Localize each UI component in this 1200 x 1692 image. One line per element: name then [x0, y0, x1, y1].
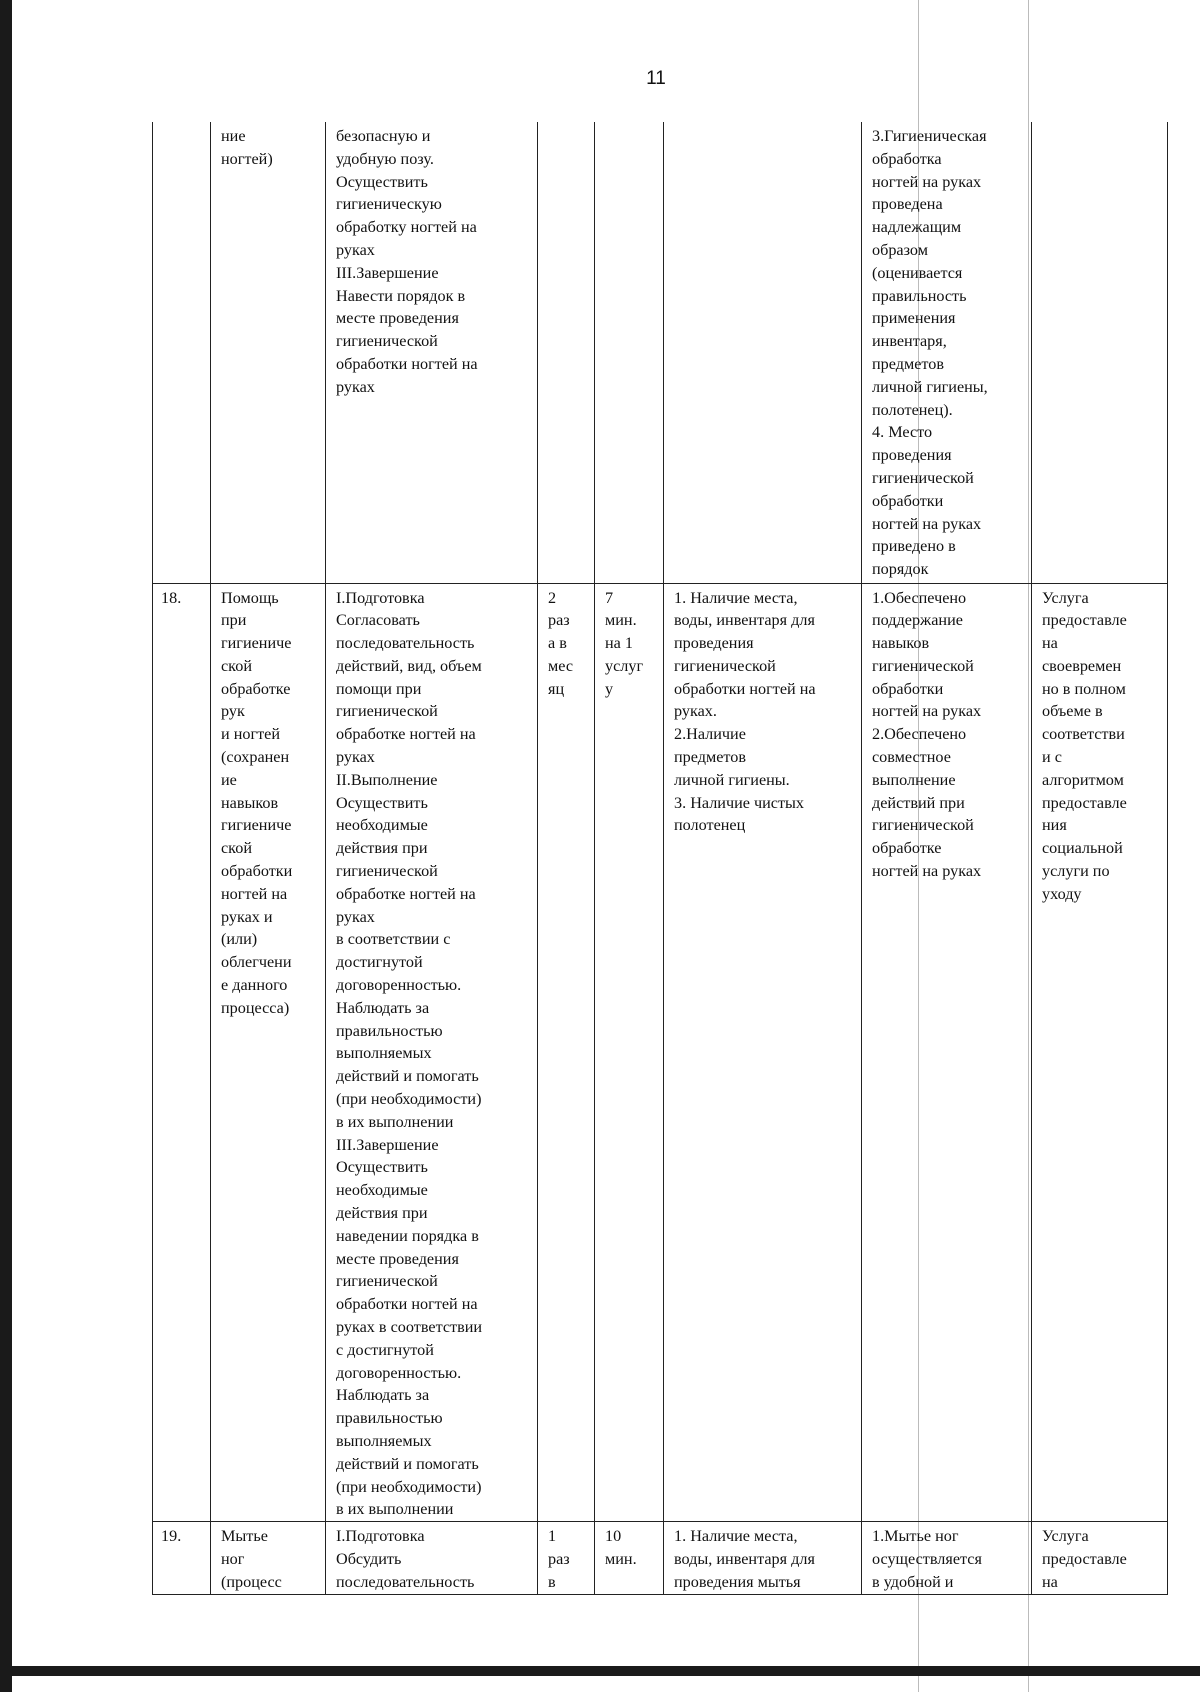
- indicators-cell: 1.Обеспечено поддержание навыков гигиенической обработки ногтей на руках 2.Обеспечено совместное выполнение действий при гигиенической обработке ногтей на руках: [862, 583, 1032, 1522]
- frequency-cell: 1 раз в: [538, 1522, 595, 1594]
- conditions-cell: 1. Наличие места, воды, инвентаря для проведения мытья: [664, 1522, 862, 1594]
- duration-cell: 7 мин. на 1 услуг у: [595, 583, 664, 1522]
- table-row: [153, 583, 1168, 1522]
- row-number-cell: [153, 122, 211, 583]
- duration-cell: [595, 122, 664, 583]
- evaluation-cell: Услуга предоставле на: [1032, 1522, 1168, 1594]
- procedure-cell: I.Подготовка Согласовать последовательность действий, вид, объем помощи при гигиенической обработке ногтей на руках II.Выполнение Осуществить необходимые действия при гигиенической обработке ногтей на руках в соответствии с достигнутой договоренностью. Наблюдать за правильностью выполняемых действий и помогать (при необходимости) в их выполнении III.Завершение Осуществить необходимые действия при наведении порядка в месте проведения гигиенической обработки ногтей на руках в соответствии с достигнутой договоренностью. Наблюдать за правильностью выполняемых действий и помогать (при необходимости) в их выполнении: [326, 583, 538, 1522]
- scan-edge-bottom: [0, 1666, 1200, 1676]
- procedure-cell: I.Подготовка Обсудить последовательность: [326, 1522, 538, 1594]
- frequency-cell: 2 раз а в мес яц: [538, 583, 595, 1522]
- services-table: [152, 122, 1168, 1595]
- indicators-cell: 1.Мытье ног осуществляется в удобной и: [862, 1522, 1032, 1594]
- service-name-cell: Помощь при гигиениче ской обработке рук и ногтей (сохранен ие навыков гигиениче ской обработки ногтей на руках и (или) облегчени е данного процесса): [211, 583, 326, 1522]
- service-name-cell: Мытье ног (процесс: [211, 1522, 326, 1594]
- frequency-cell: [538, 122, 595, 583]
- duration-cell: 10 мин.: [595, 1522, 664, 1594]
- evaluation-cell: [1032, 122, 1168, 583]
- row-number-cell: 18.: [153, 583, 211, 1522]
- conditions-cell: [664, 122, 862, 583]
- row-number-cell: 19.: [153, 1522, 211, 1594]
- evaluation-cell: Услуга предоставле на своевремен но в полном объеме в соответстви и с алгоритмом предоставле ния социальной услуги по уходу: [1032, 583, 1168, 1522]
- indicators-cell: 3.Гигиеническая обработка ногтей на руках проведена надлежащим образом (оценивается правильность применения инвентаря, предметов личной гигиены, полотенец). 4. Место проведения гигиенической обработки ногтей на руках приведено в порядок: [862, 122, 1032, 583]
- scan-edge-left: [0, 0, 12, 1692]
- table-row: [153, 1522, 1168, 1594]
- conditions-cell: 1. Наличие места, воды, инвентаря для проведения гигиенической обработки ногтей на руках. 2.Наличие предметов личной гигиены. 3. Наличие чистых полотенец: [664, 583, 862, 1522]
- service-name-cell: ние ногтей): [211, 122, 326, 583]
- table-row: [153, 122, 1168, 583]
- procedure-cell: безопасную и удобную позу. Осуществить гигиеническую обработку ногтей на руках III.Завершение Навести порядок в месте проведения гигиенической обработки ногтей на руках: [326, 122, 538, 583]
- page-number: 11: [646, 68, 666, 89]
